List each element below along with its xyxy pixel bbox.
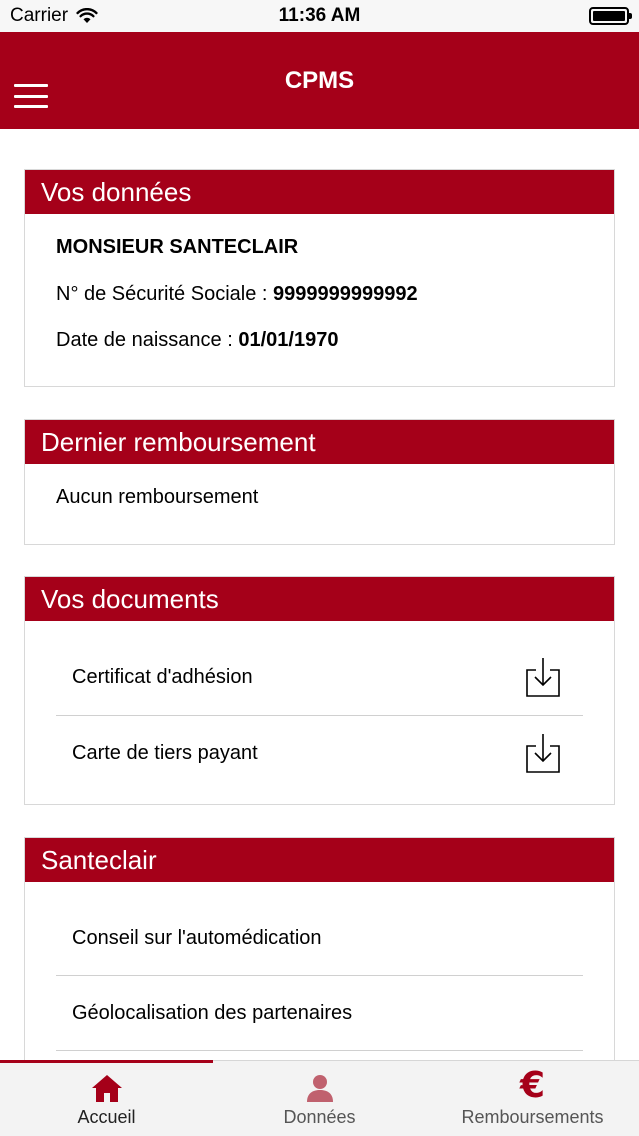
santeclair-row-automedication[interactable]: [56, 900, 583, 976]
document-row-certificat[interactable]: [56, 639, 583, 715]
birth-date-value: 01/01/1970: [238, 329, 339, 351]
home-icon: [90, 1069, 124, 1103]
santeclair-item-label: Géolocalisation des partenaires: [72, 1001, 353, 1024]
vos-documents-header: Vos documents: [25, 577, 614, 621]
tab-label: Remboursements: [461, 1107, 604, 1127]
tab-accueil[interactable]: [0, 1061, 213, 1136]
santeclair-card: [24, 837, 615, 1077]
wifi-icon: [76, 8, 98, 24]
santeclair-header: Santeclair: [25, 838, 614, 882]
active-tab-indicator: [0, 1060, 213, 1063]
vos-donnees-card: [24, 169, 615, 387]
status-left: [10, 5, 98, 27]
person-icon: [305, 1069, 335, 1103]
ss-number-line: [56, 283, 418, 306]
ss-number-label: N° de Sécurité Sociale :: [56, 283, 273, 305]
dernier-remboursement-card: [24, 419, 615, 545]
birth-date-label: Date de naissance :: [56, 329, 239, 351]
santeclair-row-geolocalisation[interactable]: [56, 975, 583, 1051]
status-time: 11:36 AM: [278, 5, 361, 26]
tab-remboursements[interactable]: [426, 1061, 639, 1136]
document-label: Certificat d'adhésion: [72, 665, 253, 688]
download-icon[interactable]: [525, 732, 561, 774]
menu-icon[interactable]: [14, 82, 48, 110]
vos-donnees-header: Vos données: [25, 170, 614, 214]
document-label: Carte de tiers payant: [72, 741, 258, 764]
download-icon[interactable]: [525, 656, 561, 698]
tab-bar: [0, 1060, 639, 1136]
member-name: MONSIEUR SANTECLAIR: [56, 236, 299, 258]
carrier-label: Carrier: [10, 5, 69, 26]
tab-label: Accueil: [77, 1107, 136, 1127]
nav-title: CPMS: [284, 66, 355, 94]
santeclair-item-label: Conseil sur l'automédication: [72, 926, 322, 949]
birth-date-line: [56, 329, 338, 352]
remboursement-status: Aucun remboursement: [56, 486, 259, 508]
ss-number-value: 9999999999992: [273, 283, 418, 305]
vos-documents-card: [24, 576, 615, 805]
tab-donnees[interactable]: [213, 1061, 426, 1136]
dernier-remboursement-header: Dernier remboursement: [25, 420, 614, 464]
nav-bar: [0, 32, 639, 129]
document-row-tiers-payant[interactable]: [56, 715, 583, 791]
status-bar: [0, 0, 639, 32]
euro-icon: €: [519, 1065, 546, 1106]
divider: [56, 1050, 583, 1051]
battery-icon: [589, 7, 629, 25]
tab-label: Données: [283, 1107, 356, 1127]
